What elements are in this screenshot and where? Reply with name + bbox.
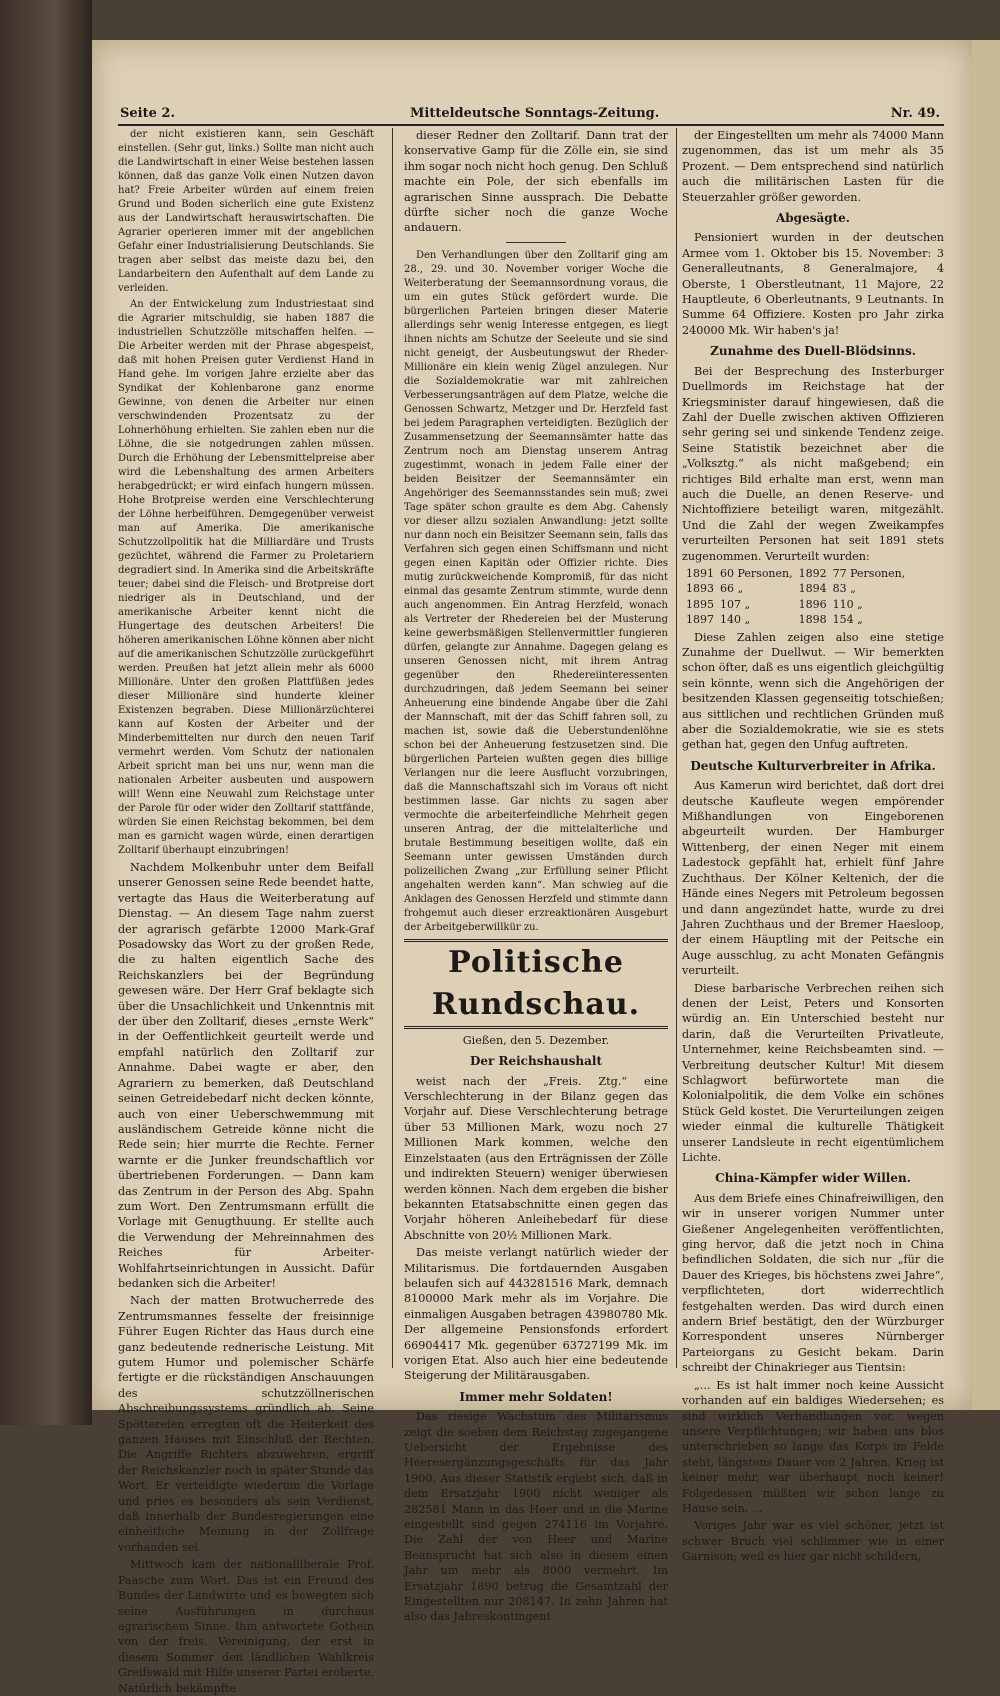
paragraph: An der Entwickelung zum Industriestaat sind die Agrarier mitschuldig, sie haben 1887 die industriellen Schutzzölle mitschaffen helfen. — Die Arbeiter werden mit der Phrase abgespeist, daß mit hohen Preisen guter Verdienst Hand in Hand gehe. Im vorigen Jahre erzielte aber das Syndikat der Kohlenbarone ganz enorme Gewinne, von denen die Arbeiter nur einen verschwindenden Prozentsatz zu der Lohnerhöhung erhielten. Sie zahlen eben nur die Löhne, die sie notgedrungen zahlen müssen. Durch die Erhöhung der Lebensmittelpreise aber wird die Lebenshaltung des armen Arbeiters herabgedrückt; er wird einfach hungern müssen. Hohe Brotpreise werden eine Verschlechterung der Löhne herbeiführen. Demgegenüber verweist man auf Amerika. Die amerikanische Schutzzollpolitik hat die Milliardäre und Trusts gezüchtet, während die Farmer zu Proletariern degradiert sind. In Amerika sind die Arbeitskräfte teuer; dabei sind die Fleisch- und Brotpreise dort niedriger als in Deutschland, und der amerikanische Arbeiter kennt nicht die Hungertage des deutschen Arbeiters! Die höheren amerikanischen Löhne können aber nicht auf die amerikanischen Schutzzölle zurückgeführt werden. Preußen hat jetzt allein mehr als 6000 Millionäre. Unter den großen Plattfüßen jedes dieser Millionäre sind hunderte kleiner Existenzen begraben. Diese Millionärzüchterei kann auf Kosten der Arbeiter und der Minderbemittelten nur durch den neuen Tarif vermehrt werden. Vom Schutz der nationalen Arbeit spricht man bei uns nur, wenn man die nationalen Arbeiter ausbeuten und auspowern will! Wenn eine Neuwahl zum Reichstage unter der Parole für oder wider den Zolltarif stattfände, würden Sie einen Reichstag bekommen, bei dem man es garnicht wagen würde, einen derartigen Zolltarif überhaupt einzubringen! (118, 299, 374, 856)
table-cell: 1894 (798, 582, 827, 596)
paragraph: Aus Kamerun wird berichtet, daß dort drei deutsche Kaufleute wegen empörender Mißhandlungen von Eingeborenen abgeurteilt wurden. Der Hamburger Wittenberg, der einen Neger mit einem Ladestock gepfählt hat, erhielt fünf Jahre Zuchthaus. Der Kölner Keltenich, der die Hände eines Negers mit Petroleum begossen und dann angezündet hatte, wurde zu drei Jahren Zuchthaus und der Bremer Haesloop, der einem Häuptling mit der Peitsche ein Auge ausschlug, zu acht Monaten Gefängnis verurteilt. (682, 779, 944, 978)
paragraph: Diese Zahlen zeigen also eine stetige Zunahme der Duellwut. — Wir bemerkten schon öfter, daß es uns eigentlich gleichgültig sein könnte, wenn sich die Angehörigen der besitzenden Klassen gegenseitig totschießen; aus sittlichen und rechtlichen Gründen muß aber die Sozialdemokratie, wie sie es stets gethan hat, gegen den Unfug auftreten. (682, 630, 944, 752)
paragraph: Das meiste verlangt natürlich wieder der Militarismus. Die fortdauernden Ausgaben belaufen sich auf 443281516 Mark, demnach 8100000 Mark mehr als im Vorjahre. Die einmaligen Ausgaben betragen 43980780 Mk. Der allgemeine Pensionsfonds erfordert 66904417 Mk. gegenüber 63727199 Mk. im vorigen Etat. Also auch hier eine bedeutende Steigerung der Militärausgaben. (404, 1246, 668, 1383)
paragraph: Voriges Jahr war es viel schöner, jetzt ist schwer Bruch viel schlimmer wie in einer Garnison; weil es hier gar nicht schildern, (682, 1519, 944, 1564)
column-divider (676, 128, 677, 1368)
page-number: Seite 2. (120, 106, 175, 121)
paragraph: Das riesige Wachstum des Militarismus zeigt die soeben dem Reichstag zugegangene Uebersicht der Ergebnisse des Heeresergänzungsgeschäfts für das Jahr 1900. Aus dieser Statistik ergiebt sich, daß in dem Ersatzjahr 1900 nicht weniger als 282581 Mann in das Heer und in die Marine eingestellt sind gegen 274116 im Vorjahre. Die Zahl der von Heer und Marine Beansprucht hat sich also in diesem einen Jahr um mehr als 8000 vermehrt. Im Ersatzjahr 1890 betrug die Gesamtzahl der Eingestellten nur 208147. In zehn Jahren hat also das Jahreskontingent (404, 1410, 668, 1624)
dateline: Gießen, den 5. Dezember. (462, 1033, 610, 1047)
table-cell: 1892 (798, 566, 827, 580)
paragraph: Den Verhandlungen über den Zolltarif ging am 28., 29. und 30. November voriger Woche die Weiterberatung der Seemannsordnung voraus, die um ein gutes Stück gefördert wurde. Die bürgerlichen Parteien bringen dieser Materie allerdings sehr wenig Interesse entgegen, es liegt ihnen nichts am Schutze der Seeleute und sie sind nicht geneigt, der Ausbeutungswut der Rheder-Millionäre ein klein wenig Zügel anzulegen. Nur die Sozialdemokratie war mit zahlreichen Verbesserungsanträgen auf dem Platze, welche die Genossen Schwartz, Metzger und Dr. Herzfeld fast bei jedem Paragraphen verteidigten. Bezüglich der Zusammensetzung der Seemannsämter hatte das Zentrum noch am Dienstag unserem Antrag zugestimmt, wonach in jedem Falle einer der beiden Beisitzer der Seemannsämter ein Angehöriger des Seemannsstandes sein muß; zwei Tage später schon graulte es dem Abg. Cahensly vor dieser allzu sozialen Anwandlung: jetzt sollte nur dann noch ein Beisitzer Seemann sein, falls das Verfahren sich gegen einen Schiffsmann und nicht gegen einen Kapitän oder Offizier richte. Dies mutig zurückweichende Kompromiß, für das nicht einmal das gesamte Zentrum stimmte, wurde denn auch angenommen. Ein Antrag Herzfeld, wonach als Vertreter der Rhedereien bei der Musterung keine gewerbsmäßigen Stellenvermittler fungieren dürfen, gelangte zur Annahme. Dagegen gelang es unseren Genossen nicht, mit ihrem Antrag gegenüber den Rhedereiinteressenten durchzudringen, daß jedem Seemann bei seiner Anheuerung eine bindende Angabe über die Zahl der Mannschaft, mit der das Schiff fahren soll, zu machen ist, sowie daß die Ueberstundenlöhne schon bei der Anheuerung festzusetzen sind. Die bürgerlichen Parteien wußten gegen dies billige Verlangen nur die leere Ausflucht vorzubringen, daß die Mannschaftszahl sich im Voraus oft nicht bestimmen lasse. Gar nichts zu sagen aber vermochte die arbeiterfeindliche Mehrheit gegen unseren Antrag, der die mittelalterliche und brutale Bestimmung beseitigen wollte, daß ein Seemann unter gewissen Umständen durch polizeilichen Zwang „zur Erfüllung seiner Pflicht angehalten werden kann“. Man schwieg auf die Anklagen des Genossen Herzfeld und stimmte dann frohgemut auch dieser erzreaktionären Ausgeburt der Arbeitgeberwillkür zu. (404, 249, 668, 933)
table-cell: 110 „ (832, 597, 863, 611)
table-cell: 107 „ (720, 597, 751, 611)
adjacent-page-edge (972, 40, 1000, 1410)
paragraph: Bei der Besprechung des Insterburger Duellmords im Reichstage hat der Kriegsminister darauf hingewiesen, daß die Zahl der Duelle zwischen aktiven Offizieren sehr gering sei und sinkende Tendenz zeige. Seine Statistik bezeichnet aber die „Volksztg.“ als nicht maßgebend; ein richtiges Bild erhalte man erst, wenn man auch die Duelle, an denen Reserve- und Nichtoffiziere beteiligt waren, mitgezählt. Und die Zahl der wegen Zweikampfes verurteilten Personen hat seit 1891 stets zugenommen. Verurteilt wurden: (682, 364, 944, 563)
section-title: Politische Rundschau. (404, 939, 668, 1029)
table-cell: 1893 (686, 582, 714, 596)
article-heading: China-Kämpfer wider Willen. (715, 1171, 911, 1186)
paragraph: Mittwoch kam der nationalliberale Prof. Paasche zum Wort. Das ist ein Freund des Bundes der Landwirte und es bewegten sich seine Ausführungen in durchaus agrarischem Sinne. Ihm antwortete Gothein von der freis. Vereinigung, der erst in diesem Sommer den ländlichen Wahlkreis Greifswald mit Hilfe unserer Partei eroberte. Natürlich bekämpfte (118, 1558, 374, 1695)
table-cell: 83 „ (832, 582, 856, 596)
table-cell: 1891 (686, 566, 714, 580)
article-heading: Deutsche Kulturverbreiter in Afrika. (690, 758, 936, 773)
table-cell: 77 Personen, (832, 566, 906, 580)
paragraph: Nach der matten Brotwucherrede des Zentrumsmannes fesselte der freisinnige Führer Eugen Richter das Haus durch eine ganz bedeutende rednerische Leistung. Mit gutem Humor und polemischer Schärfe fertigte er die rückständigen Anschauungen des schutzzöllnerischen Abschreibungssystems gründlich ab. Seine Spöttereien erregten oft die Heiterkeit des ganzen Hauses mit Einschluß der Rechten. Die Angriffe Richters abzuwehren, ergriff der Reichskanzler noch in später Stunde das Wort. Er verteidigte wiederum die Vorlage und pries es besonders als sein Verdienst, daß innerhalb der Bundesregierungen eine einheitliche Meinung in der Zollfrage vorhanden sei. (118, 1294, 374, 1554)
separator (506, 242, 566, 243)
table-row (686, 612, 911, 627)
paragraph: der nicht existieren kann, sein Geschäft einstellen. (Sehr gut, links.) Sollte man nicht auch die Landwirtschaft in einer Weise bestehen lassen können, daß das ganze Volk einen Nutzen davon hat? Freie Arbeiter würden auf einem freien Grund und Boden sicherlich eine gute Existenz aus der Landwirtschaft herauswirtschaften. Die Agrarier operieren immer mit der angeblichen Gefahr einer Industrialisierung Deutschlands. Sie tragen aber selbst das meiste dazu bei, den Landarbeitern den Aufenthalt auf dem Lande zu verleiden. (118, 129, 374, 294)
table-row (686, 566, 911, 581)
column-divider (392, 128, 393, 1368)
table-row (686, 581, 911, 596)
table-cell: 66 „ (720, 582, 744, 596)
paragraph: Nachdem Molkenbuhr unter dem Beifall unserer Genossen seine Rede beendet hatte, vertagte das Haus die Weiterberatung auf Dienstag. — An diesem Tage nahm zuerst der agrarisch gefärbte 12000 Mark-Graf Posadowsky das Wort zu der großen Rede, die zu halten eigentlich Sache des Reichskanzlers bei der Begründung gewesen wäre. Der Herr Graf beklagte sich über die Unsachlichkeit und Unkenntnis mit der über den Zolltarif, dieses „ernste Werk“ in der Oeffentlichkeit geurteilt werde und empfahl natürlich den Zolltarif zur Annahme. Dabei wagte er aber, den Agrariern zu bemerken, daß Deutschland seinen Getreidebedarf nicht decken könnte, auch von einer Ueberschwemmung mit ausländischem Getreide könne nicht die Rede sein; hier murrte die Rechte. Ferner warnte er die Junker freundschaftlich vor übertriebenen Forderungen. — Dann kam das Zentrum in der Person des Abg. Spahn zum Wort. Den Zentrumsmann erfüllt die Vorlage mit Genugthuung. Er stellte auch die Verwendung der Mehreinnahmen des Reiches für Arbeiter-Wohlfahrtseinrichtungen in Aussicht. Dafür bedanken sich die Arbeiter! (118, 861, 374, 1290)
paragraph: der Eingestellten um mehr als 74000 Mann zugenommen, das ist um mehr als 35 Prozent. — Dem entsprechend sind natürlich auch die militärischen Lasten für die Steuerzahler größer geworden. (682, 129, 944, 204)
article-heading: Immer mehr Soldaten! (459, 1389, 613, 1404)
article-heading: Zunahme des Duell-Blödsinns. (710, 344, 916, 359)
book-spine (0, 0, 92, 1425)
table-cell: 140 „ (720, 613, 751, 627)
table-cell: 60 Personen, (720, 566, 793, 580)
article-heading: Abgesägte. (775, 211, 850, 226)
table-cell: 154 „ (832, 613, 863, 627)
duel-statistics-table (686, 566, 911, 628)
paragraph: Diese barbarische Verbrechen reihen sich denen der Leist, Peters und Konsorten würdig an. Ein Unterschied besteht nur darin, daß die Verurteilten Privatleute, Unternehmer, keine Reichsbeamten sind. — Verbreitung deutscher Kultur! Mit diesem Schlagwort befürwortete man die Kolonialpolitik, die dem Volke ein schönes Stück Geld kostet. Die Verurteilungen zeigen wieder einmal die kulturelle Thätigkeit unserer Landsleute in recht eigentümlichem Lichte. (682, 981, 944, 1164)
table-cell: 1897 (686, 613, 714, 627)
article-heading: Der Reichshaushalt (469, 1054, 603, 1069)
header-rule (118, 124, 944, 126)
paragraph: dieser Redner den Zolltarif. Dann trat der konservative Gamp für die Zölle ein, sie sind ihm sogar noch nicht hoch genug. Den Schluß machte ein Pole, der sich ebenfalls im agrarischen Sinne aussprach. Die Debatte dürfte sicher noch die ganze Woche andauern. (404, 129, 668, 235)
paragraph: weist nach der „Freis. Ztg.“ eine Verschlechterung in der Bilanz gegen das Vorjahr auf. Diese Verschlechterung betrage über 53 Millionen Mark, wozu noch 27 Millionen Mark kommen, welche den Einzelstaaten (aus den Erträgnissen der Zölle und indirekten Steuern) weniger überwiesen werden können. Nach dem ergeben die bisher bekannten Etatsabschnitte einen gegen das Vorjahr höheren Anleihebedarf für diese Abschnitte von 20½ Millionen Mark. (404, 1074, 668, 1242)
issue-number: Nr. 49. (890, 106, 940, 121)
table-cell: 1896 (798, 597, 827, 611)
paragraph: „... Es ist halt immer noch keine Aussicht vorhanden auf ein baldiges Wiedersehen; es sind wirklich Verhandlungen vor, wegen unsere Verpflichtungen; wir haben uns blos unterschrieben so lange das Korps im Felde steht, längstens Dauer von 2 Jahren, Krieg ist keiner mehr, war überhaupt noch keiner! Folgedessen müßten wir schon lange zu Hause sein. ... (682, 1378, 944, 1515)
column-2 (404, 128, 668, 1624)
masthead-title: Mitteldeutsche Sonntags-Zeitung. (410, 106, 660, 121)
table-cell: 1895 (686, 597, 714, 611)
paragraph: Aus dem Briefe eines Chinafreiwilligen, den wir in unserer vorigen Nummer unter Gießener Angelegenheiten veröffentlichten, ging hervor, daß die jetzt noch in China befindlichen Soldaten, die sich nur „für die Dauer des Krieges, bis höchstens zwei Jahre“, verpflichteten, dort widerrechtlich festgehalten werden. Das wird durch einen andern Brief bestätigt, den der Würzburger Korrespondent unseres Nürnberger Parteiorgans zu Gesicht bekam. Darin schreibt der Chinakrieger aus Tientsin: (682, 1191, 944, 1375)
table-row (686, 597, 911, 612)
paragraph: Pensioniert wurden in der deutschen Armee vom 1. Oktober bis 15. November: 3 Generalleutnants, 8 Generalmajore, 4 Oberste, 1 Oberstleutnant, 11 Majore, 22 Hauptleute, 6 Oberleutnants, 9 Leutnants. In Summe 64 Offiziere. Kosten pro Jahr zirka 240000 Mk. Wir haben's ja! (682, 231, 944, 337)
column-3 (682, 128, 944, 1564)
table-cell: 1898 (798, 613, 827, 627)
column-1 (118, 128, 374, 1695)
